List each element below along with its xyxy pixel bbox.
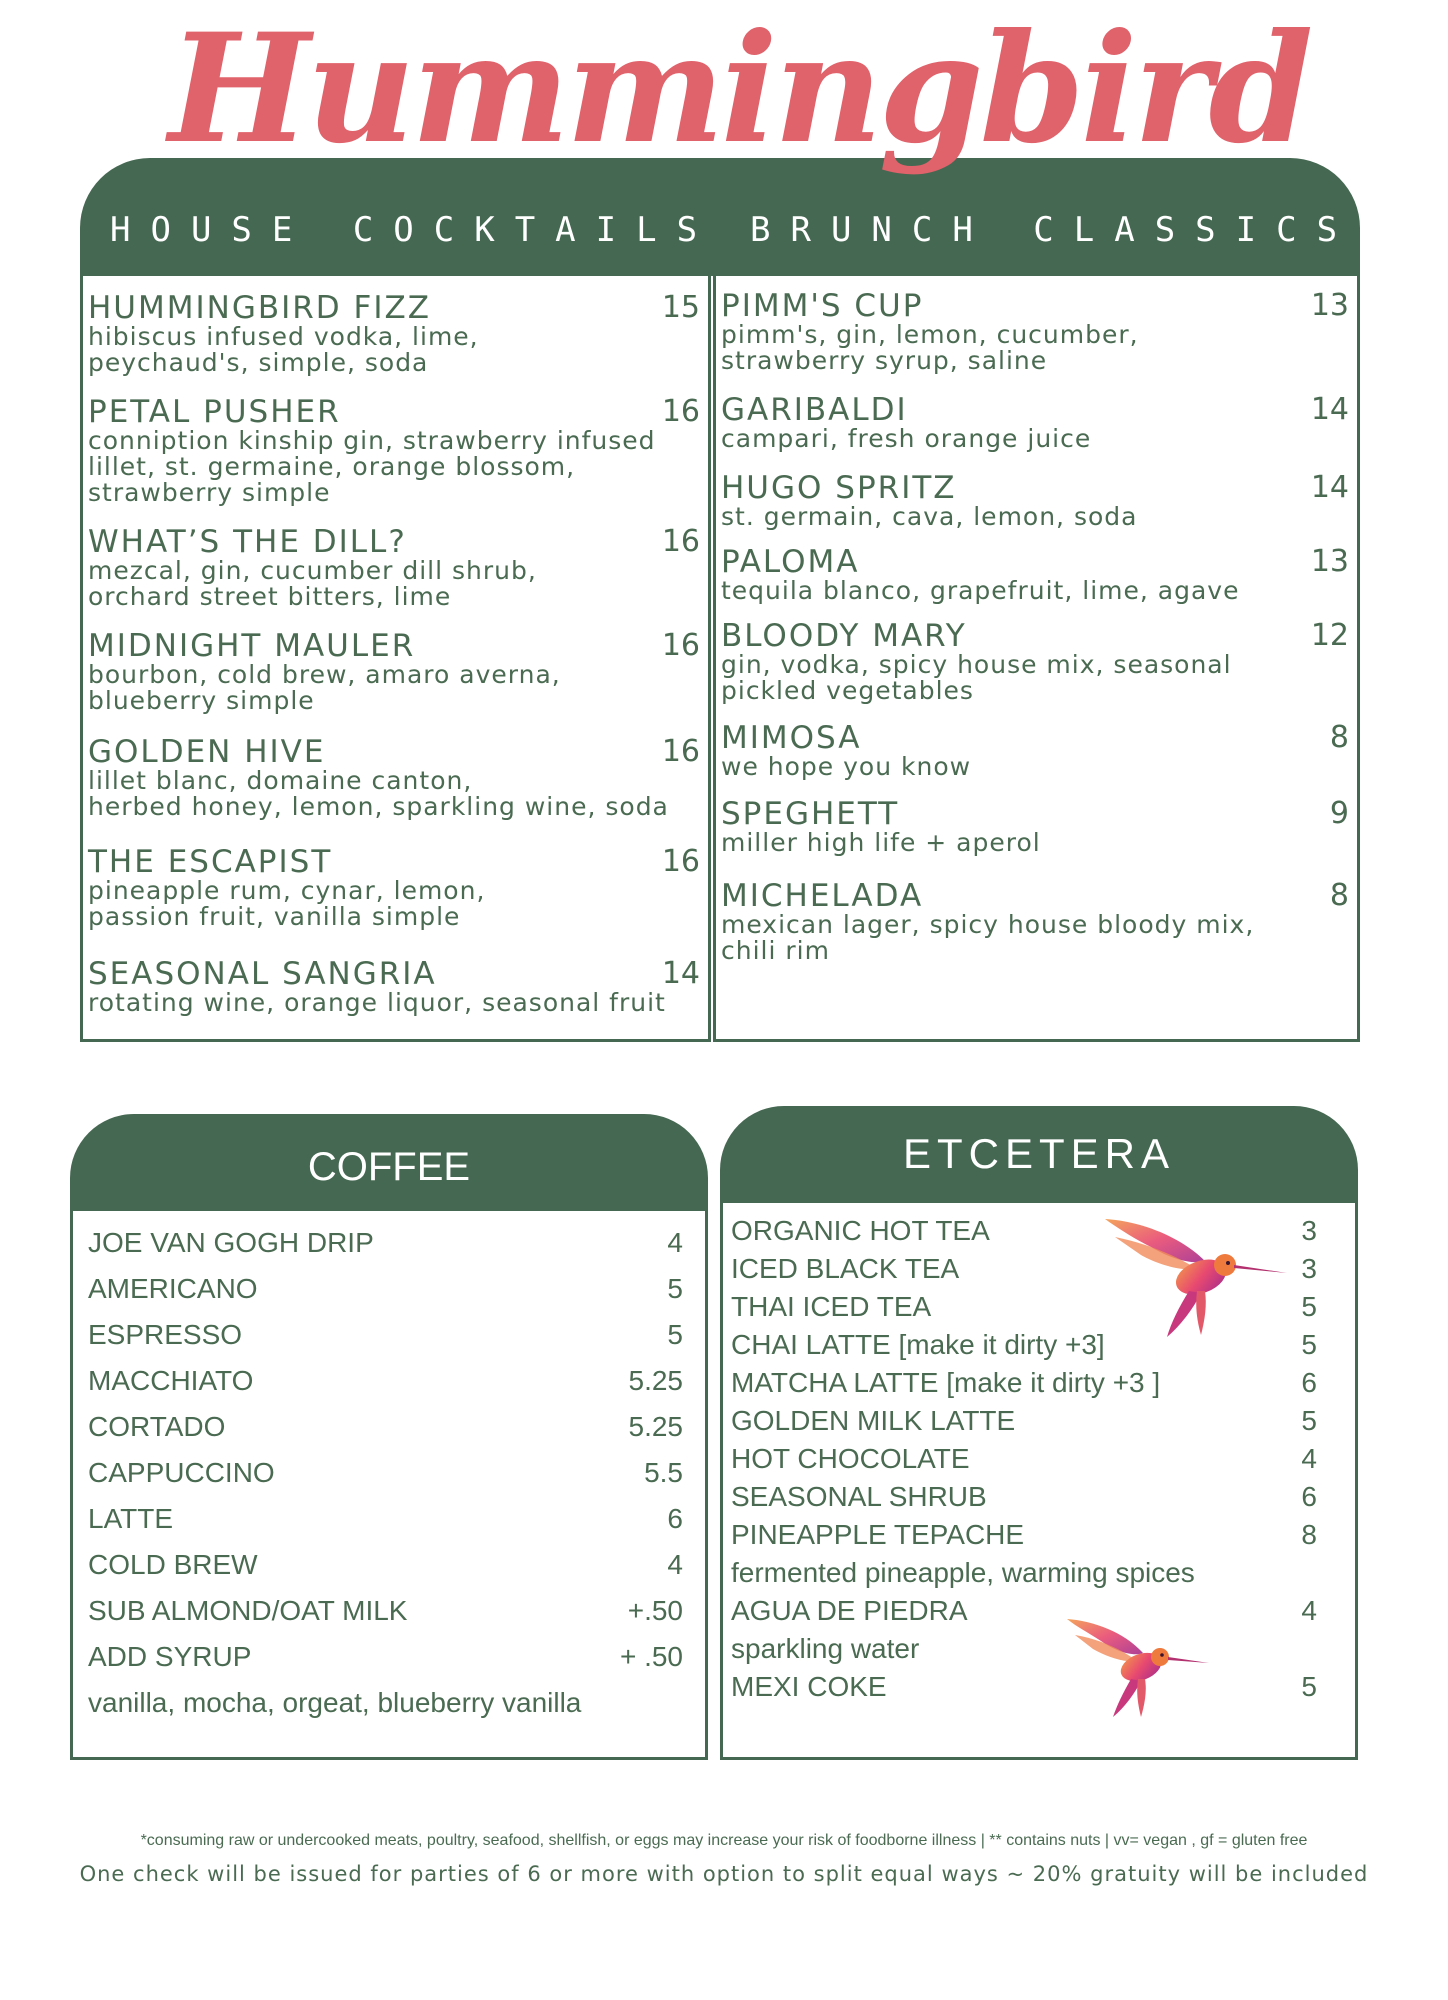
- item-price: 5: [1301, 1671, 1317, 1702]
- item-price: 5: [1301, 1329, 1317, 1360]
- item-description: pineapple rum, cynar, lemon, passion fruit, vanilla simple: [88, 876, 486, 931]
- item-description: hibiscus infused vodka, lime, peychaud's, simple, soda: [88, 322, 479, 377]
- etcetera-section: [720, 1200, 1358, 1760]
- coffee-header: [70, 1114, 708, 1208]
- item-price: 5.25: [628, 1411, 683, 1442]
- brand-name: Hummingbird: [168, 1, 1310, 177]
- item-name: GOLDEN HIVE: [88, 734, 326, 770]
- item-price: 13: [1310, 544, 1349, 579]
- item-name: MICHELADA: [721, 878, 924, 914]
- item-price: 13: [1310, 288, 1349, 323]
- item-price: 5.25: [628, 1365, 683, 1396]
- item-name: AGUA DE PIEDRA: [731, 1595, 968, 1626]
- item-name: GOLDEN MILK LATTE: [731, 1405, 1016, 1436]
- menu-item-note: [73, 1687, 705, 1723]
- item-price: 14: [661, 956, 700, 991]
- item-price: 12: [1310, 618, 1349, 653]
- menu-item: [723, 1405, 1355, 1441]
- check-policy-text: One check will be issued for parties of 6 or more with option to split equal ways ~ 20% gratuity will be included: [79, 1862, 1369, 1886]
- coffee-title: COFFEE: [307, 1145, 471, 1189]
- item-price: 4: [1301, 1595, 1317, 1626]
- hummingbird-illustration: [1063, 1613, 1213, 1723]
- item-name: SEASONAL SHRUB: [731, 1481, 987, 1512]
- item-name: WHAT’S THE DILL?: [88, 524, 407, 560]
- menu-item: [73, 1365, 705, 1401]
- menu-item: [723, 1519, 1355, 1555]
- item-price: 16: [661, 734, 700, 769]
- item-price: 3: [1301, 1215, 1317, 1246]
- menu-item: [73, 1273, 705, 1309]
- item-price: 3: [1301, 1253, 1317, 1284]
- coffee-section: [70, 1208, 708, 1760]
- item-description: rotating wine, orange liquor, seasonal fruit: [88, 988, 666, 1017]
- item-name: GARIBALDI: [721, 392, 908, 428]
- item-name: THE ESCAPIST: [88, 844, 333, 880]
- item-description: bourbon, cold brew, amaro averna, blueberry simple: [88, 660, 561, 715]
- item-name: ICED BLACK TEA: [731, 1253, 960, 1284]
- item-name: MEXI COKE: [731, 1671, 887, 1702]
- item-name: HUGO SPRITZ: [721, 470, 957, 506]
- item-name: ESPRESSO: [88, 1319, 243, 1350]
- item-price: 9: [1329, 796, 1349, 831]
- item-name: AMERICANO: [88, 1273, 258, 1304]
- item-price: 16: [661, 394, 700, 429]
- item-description: fermented pineapple, warming spices: [731, 1557, 1195, 1588]
- house-cocktails-title: HOUSE COCKTAILS: [110, 210, 718, 250]
- house-cocktails-section: [80, 276, 711, 1042]
- item-price: 6: [1301, 1481, 1317, 1512]
- item-description: mezcal, gin, cucumber dill shrub, orchard street bitters, lime: [88, 556, 537, 611]
- item-price: 6: [1301, 1367, 1317, 1398]
- item-description: sparkling water: [731, 1633, 920, 1664]
- item-name: CHAI LATTE [make it dirty +3]: [731, 1329, 1105, 1360]
- menu-item: [723, 1367, 1355, 1403]
- menu-item-note: [723, 1633, 1355, 1669]
- etcetera-header: [720, 1106, 1358, 1200]
- item-price: 4: [1301, 1443, 1317, 1474]
- item-name: HUMMINGBIRD FIZZ: [88, 290, 431, 326]
- item-name: PALOMA: [721, 544, 860, 580]
- item-price: 5: [1301, 1291, 1317, 1322]
- menu-item: [73, 1319, 705, 1355]
- item-name: CAPPUCCINO: [88, 1457, 275, 1488]
- item-price: 8: [1329, 720, 1349, 755]
- item-price: 8: [1301, 1519, 1317, 1550]
- item-description: st. germain, cava, lemon, soda: [721, 502, 1138, 531]
- item-price: 16: [661, 628, 700, 663]
- menu-item: [723, 1481, 1355, 1517]
- item-name: MIDNIGHT MAULER: [88, 628, 416, 664]
- item-name: MACCHIATO: [88, 1365, 254, 1396]
- menu-item-note: [723, 1557, 1355, 1593]
- item-price: 6: [667, 1503, 683, 1534]
- item-price: 5: [1301, 1405, 1317, 1436]
- menu-item: [73, 1457, 705, 1493]
- item-price: 4: [667, 1227, 683, 1258]
- item-description: we hope you know: [721, 752, 972, 781]
- item-description: campari, fresh orange juice: [721, 424, 1092, 453]
- item-name: SUB ALMOND/OAT MILK: [88, 1595, 408, 1626]
- menu-item: [73, 1503, 705, 1539]
- item-description: miller high life + aperol: [721, 828, 1041, 857]
- item-price: 16: [661, 844, 700, 879]
- item-name: ADD SYRUP: [88, 1641, 252, 1672]
- item-price: + .50: [619, 1641, 683, 1672]
- item-description: pimm's, gin, lemon, cucumber, strawberry syrup, saline: [721, 320, 1139, 375]
- item-description: lillet blanc, domaine canton, herbed honey, lemon, sparkling wine, soda: [88, 766, 669, 821]
- item-price: +.50: [627, 1595, 683, 1626]
- item-name: CORTADO: [88, 1411, 226, 1442]
- syrup-options: vanilla, mocha, orgeat, blueberry vanilla: [88, 1687, 582, 1718]
- item-name: JOE VAN GOGH DRIP: [88, 1227, 374, 1258]
- item-description: conniption kinship gin, strawberry infused lillet, st. germaine, orange blossom, strawberry simple: [88, 426, 656, 507]
- hummingbird-illustration: [1101, 1211, 1291, 1341]
- item-name: PIMM'S CUP: [721, 288, 924, 324]
- item-description: mexican lager, spicy house bloody mix, chili rim: [721, 910, 1255, 965]
- menu-item: [73, 1641, 705, 1677]
- item-name: ORGANIC HOT TEA: [731, 1215, 990, 1246]
- item-name: MATCHA LATTE [make it dirty +3 ]: [731, 1367, 1161, 1398]
- brand-logo: [0, 0, 1448, 200]
- item-price: 16: [661, 524, 700, 559]
- item-name: LATTE: [88, 1503, 174, 1534]
- item-name: THAI ICED TEA: [731, 1291, 932, 1322]
- menu-item: [723, 1443, 1355, 1479]
- item-price: 4: [667, 1549, 683, 1580]
- item-price: 15: [661, 290, 700, 325]
- item-name: HOT CHOCOLATE: [731, 1443, 970, 1474]
- brunch-classics-section: [713, 276, 1360, 1042]
- item-name: BLOODY MARY: [721, 618, 967, 654]
- item-price: 8: [1329, 878, 1349, 913]
- etcetera-title: ETCETERA: [902, 1130, 1176, 1177]
- menu-item: [723, 1595, 1355, 1631]
- item-price: 14: [1310, 470, 1349, 505]
- item-price: 5: [667, 1319, 683, 1350]
- menu-item: [73, 1227, 705, 1263]
- disclaimer-text: *consuming raw or undercooked meats, poultry, seafood, shellfish, or eggs may increase your risk of foodborne illness | ** contains nuts | vv= vegan , gf = gluten free: [140, 1832, 1308, 1849]
- item-name: COLD BREW: [88, 1549, 258, 1580]
- item-name: MIMOSA: [721, 720, 862, 756]
- item-price: 14: [1310, 392, 1349, 427]
- menu-item: [73, 1549, 705, 1585]
- item-name: SEASONAL SANGRIA: [88, 956, 437, 992]
- item-name: PINEAPPLE TEPACHE: [731, 1519, 1025, 1550]
- item-price: 5.5: [644, 1457, 683, 1488]
- menu-item: [723, 1671, 1355, 1707]
- item-price: 5: [667, 1273, 683, 1304]
- brunch-classics-title: BRUNCH CLASSICS: [750, 210, 1358, 250]
- item-description: gin, vodka, spicy house mix, seasonal pickled vegetables: [721, 650, 1232, 705]
- item-name: PETAL PUSHER: [88, 394, 341, 430]
- item-description: tequila blanco, grapefruit, lime, agave: [721, 576, 1240, 605]
- menu-item: [73, 1411, 705, 1447]
- item-name: SPEGHETT: [721, 796, 900, 832]
- menu-item: [73, 1595, 705, 1631]
